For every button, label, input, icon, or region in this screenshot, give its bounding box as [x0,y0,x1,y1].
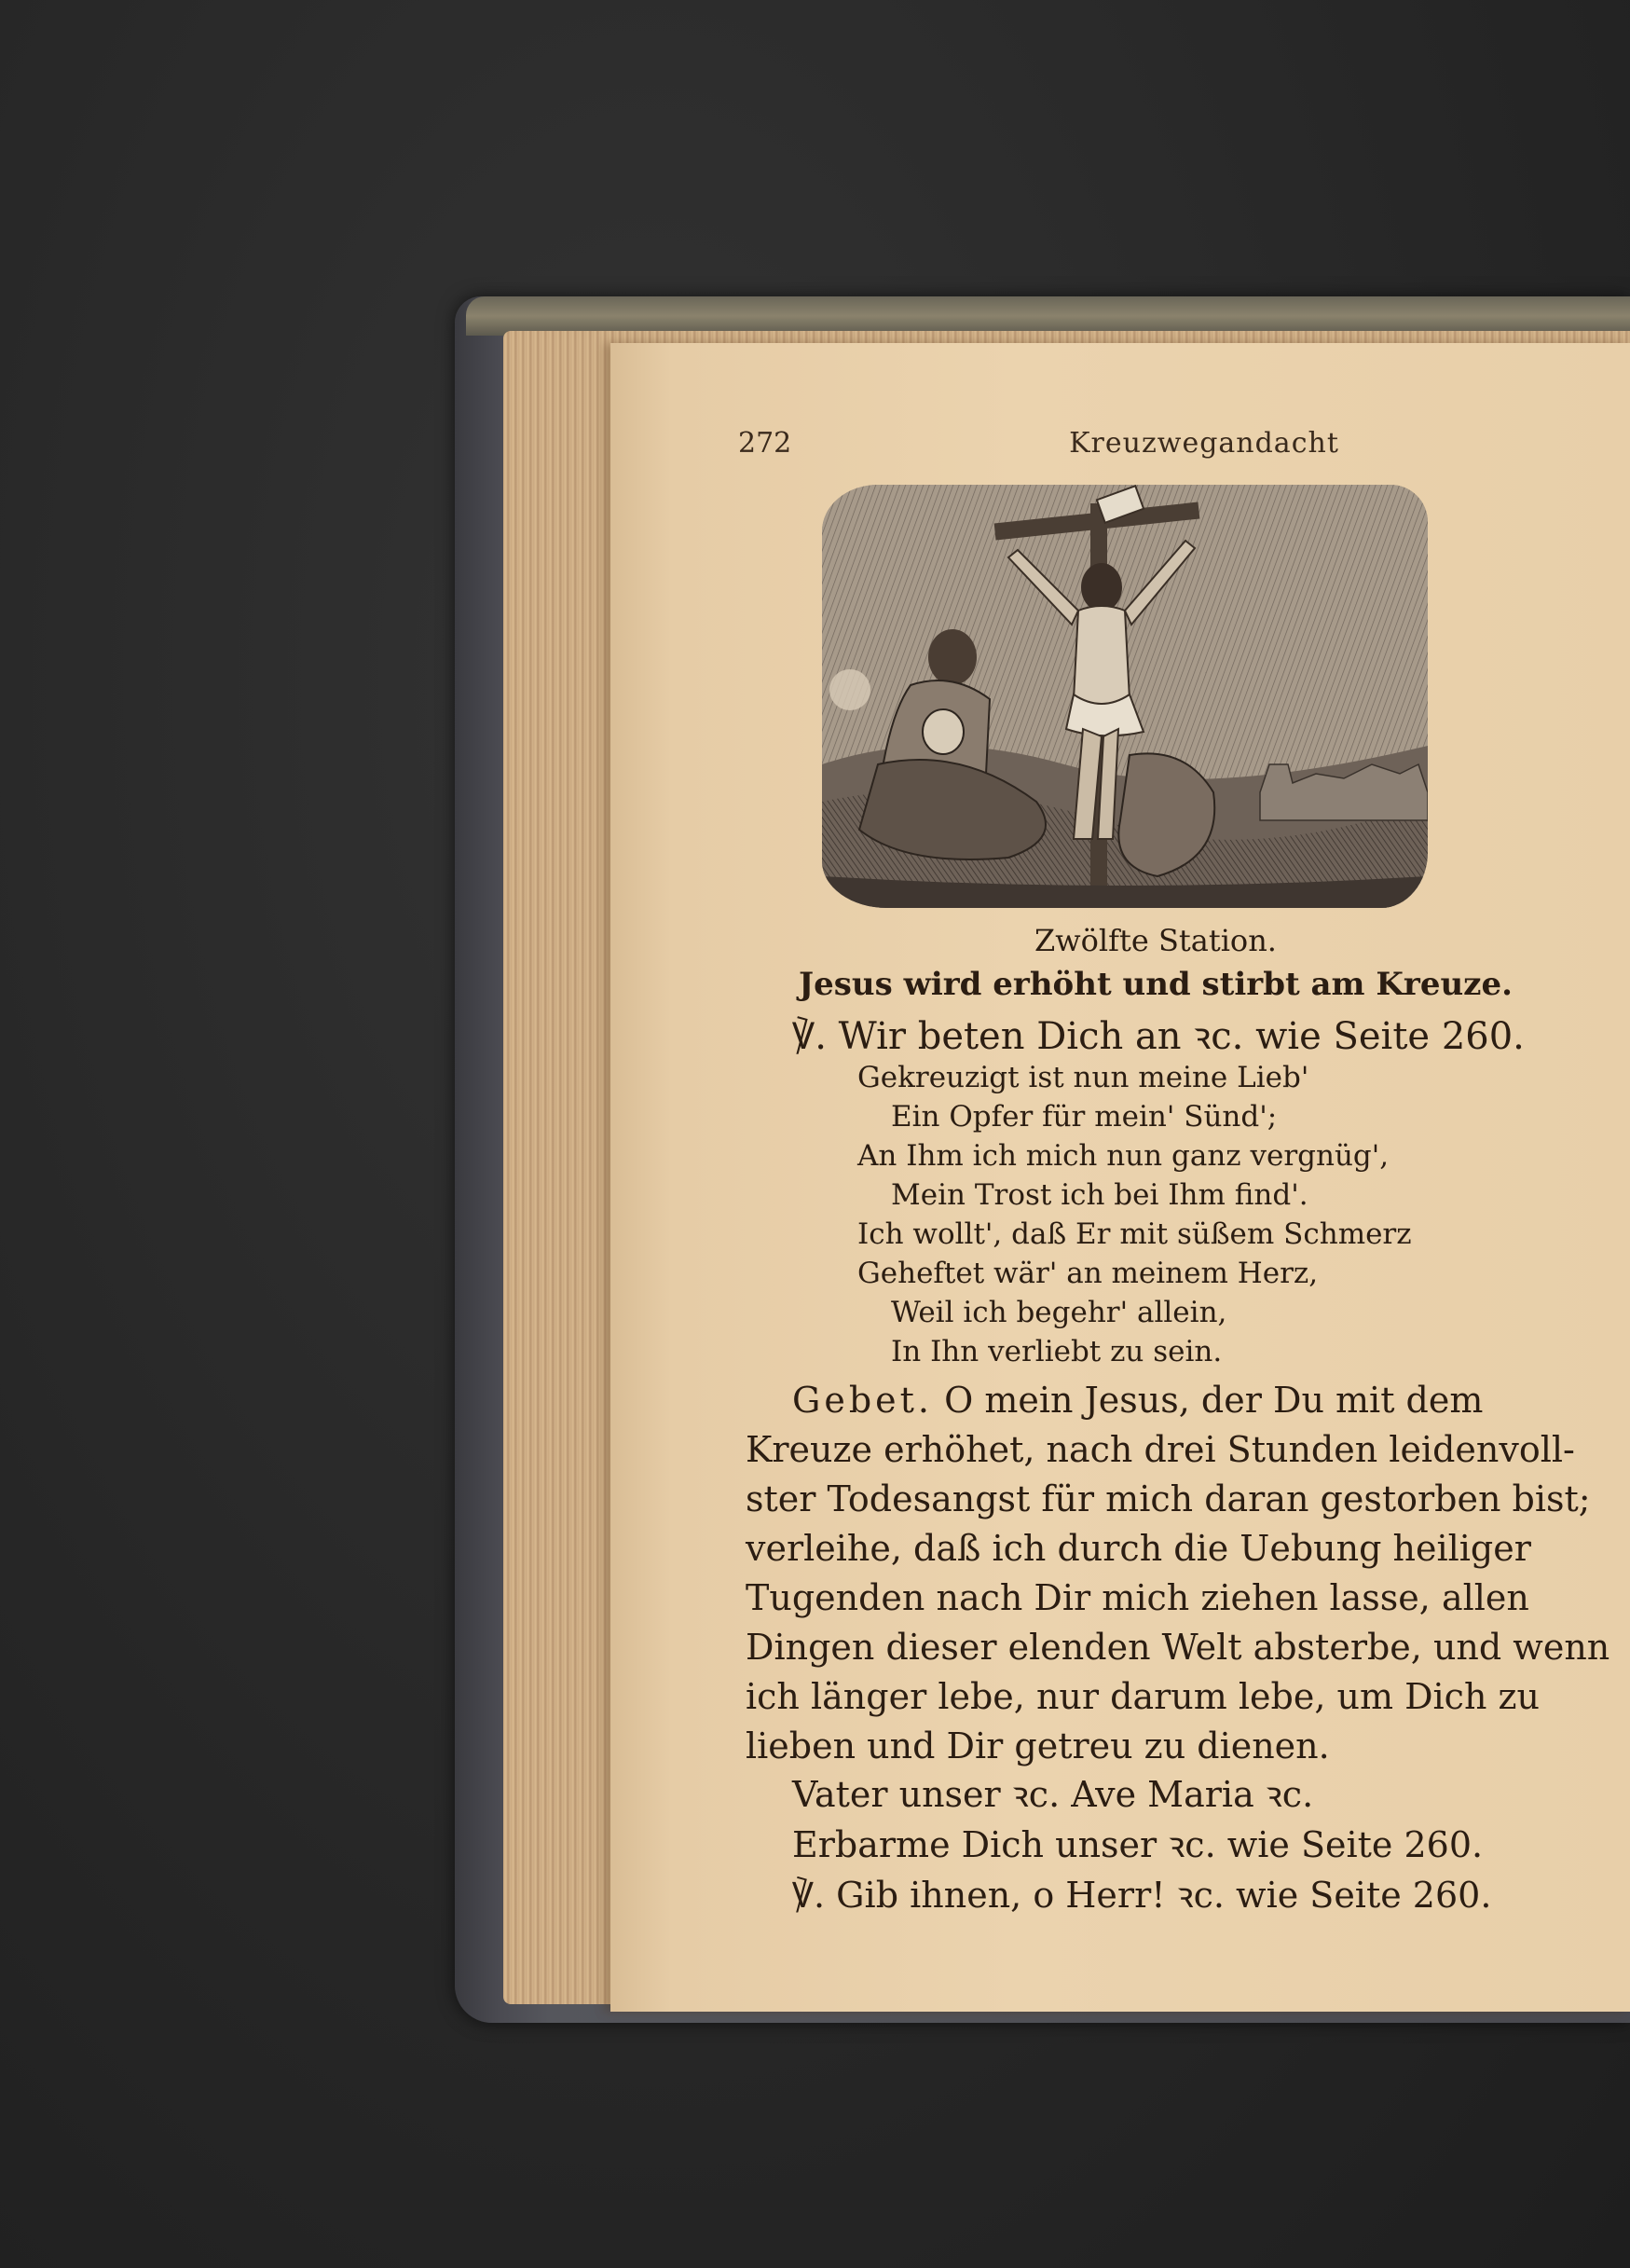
station-title: Zwölfte Station. [1034,923,1277,958]
prayer-line: verleihe, daß ich durch die Uebung heiliger [746,1528,1531,1569]
prayer-line-first [792,1376,1483,1425]
book-top-edge [466,296,1630,336]
station-subtitle: Jesus wird erhöht und stirbt am Kreuze. [799,966,1513,1003]
prayer-line: lieben und Dir getreu zu dienen. [746,1725,1330,1766]
hymn-line: Mein Trost ich bei Ihm find'. [891,1178,1308,1212]
page-number: 272 [738,427,792,460]
hymn-line: Ich wollt', daß Er mit süßem Schmerz [857,1217,1412,1251]
prayer-line: ster Todesangst für mich daran gestorben bist; [746,1478,1591,1519]
versicle-line: ℣. Wir beten Dich an ꝛc. wie Seite 260. [792,1015,1525,1058]
hymn-line: An Ihm ich mich nun ganz vergnüg', [857,1139,1390,1173]
hymn-line: Weil ich begehr' allein, [891,1296,1227,1329]
closing-line: Vater unser ꝛc. Ave Maria ꝛc. [792,1774,1314,1815]
hymn-line: Geheftet wär' an meinem Herz, [857,1257,1319,1290]
running-head-title: Kreuzwegandacht [1069,427,1339,460]
closing-line: ℣. Gib ihnen, o Herr! ꝛc. wie Seite 260. [792,1875,1492,1916]
prayer-line: Dingen dieser elenden Welt absterbe, und wenn [746,1627,1610,1668]
closing-line: Erbarme Dich unser ꝛc. wie Seite 260. [792,1824,1484,1865]
crucifixion-engraving-icon [822,485,1428,908]
prayer-line: Tugenden nach Dir mich ziehen lasse, allen [746,1577,1529,1618]
hymn-line: In Ihn verliebt zu sein. [891,1335,1223,1368]
prayer-line: ich länger lebe, nur darum lebe, um Dich zu [746,1676,1541,1717]
prayer-heading: Gebet. [792,1380,934,1421]
prayer-line: Kreuze erhöhet, nach drei Stunden leidenvoll- [746,1429,1575,1470]
running-head [738,427,1577,474]
prayer-line: O mein Jesus, der Du mit dem [944,1380,1484,1421]
hymn-line: Gekreuzigt ist nun meine Lieb' [857,1061,1309,1094]
hymn-line: Ein Opfer für mein' Sünd'; [891,1100,1278,1134]
